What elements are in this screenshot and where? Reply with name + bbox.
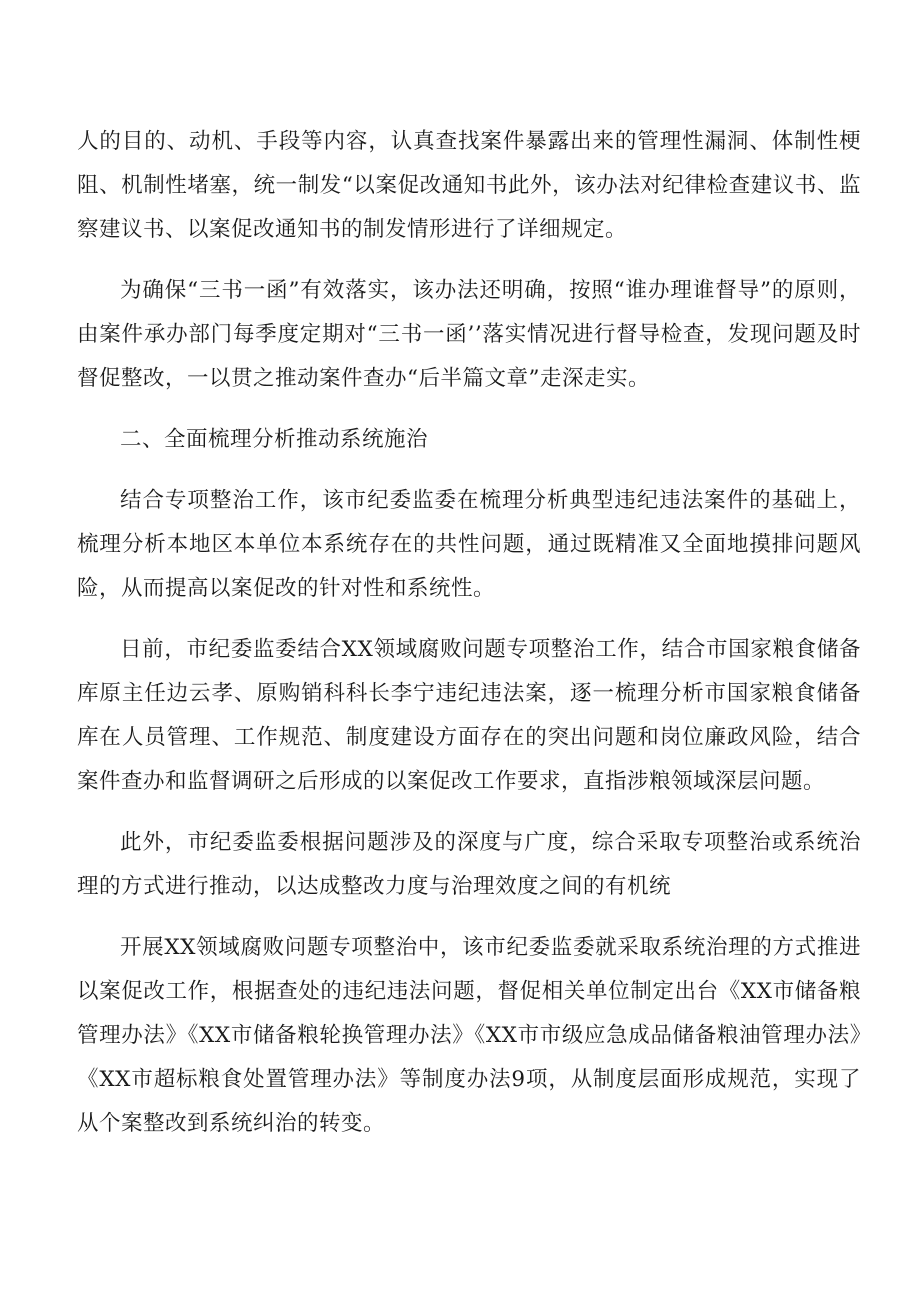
paragraph: 开展XX领域腐败问题专项整治中，该市纪委监委就采取系统治理的方式推进以案促改工作，根据查处的违纪违法问题，督促相关单位制定出台《XX市储备粮管理办法》《XX市储备粮轮换管理办法》《XX市市级应急成品储备粮油管理办法》《XX市超标粮食处置管理办法》等制度办法9项，从制度层面形成规范，实现了从个案整改到系统纠治的转变。 [77, 935, 861, 1136]
paragraph: 此外，市纪委监委根据问题涉及的深度与广度，综合采取专项整治或系统治理的方式进行推动，以达成整改力度与治理效度之间的有机统 [77, 830, 861, 899]
section-heading: 二、全面梳理分析推动系统施治 [120, 427, 429, 452]
paragraph: 为确保“三书一函”有效落实，该办法还明确，按照“谁办理谁督导”的原则，由案件承办部门每季度定期对“三书一函’’落实情况进行督导检查，发现问题及时督促整改，一以贯之推动案件查办“后半篇文章”走深走实。 [77, 278, 861, 391]
paragraph: 日前，市纪委监委结合XX领域腐败问题专项整治工作，结合市国家粮食储备库原主任边云孝、原购销科科长李宁违纪违法案，逐一梳理分析市国家粮食储备库在人员管理、工作规范、制度建设方面存在的突出问题和岗位廉政风险，结合案件查办和监督调研之后形成的以案促改工作要求，直指涉粮领域深层问题。 [77, 637, 861, 794]
paragraph: 结合专项整治工作，该市纪委监委在梳理分析典型违纪违法案件的基础上，梳理分析本地区本单位本系统存在的共性问题，通过既精准又全面地摸排问题风险，从而提高以案促改的针对性和系统性。 [77, 488, 861, 601]
document-body [77, 120, 861, 1163]
paragraph: 人的目的、动机、手段等内容，认真查找案件暴露出来的管理性漏洞、体制性梗阻、机制性堵塞，统一制发“以案促改通知书此外，该办法对纪律检查建议书、监察建议书、以案促改通知书的制发情形进行了详细规定。 [77, 129, 861, 242]
